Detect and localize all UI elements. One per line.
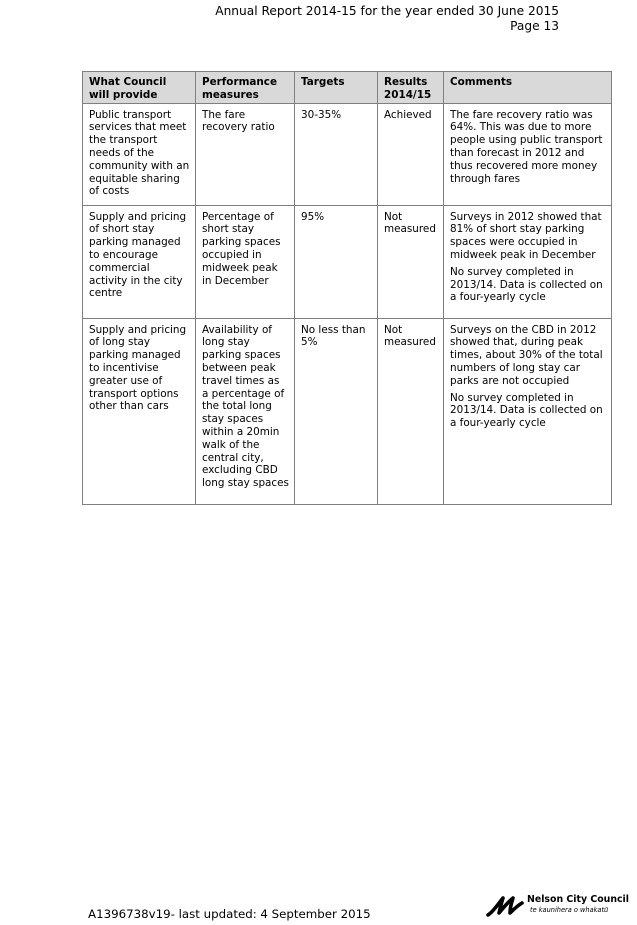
col-header-targets: Targets [295, 72, 378, 104]
logo-subtitle: te kaunihera o whakatū [530, 906, 609, 914]
report-title: Annual Report 2014-15 for the year ended 30 June 2015 [215, 4, 559, 18]
cell-measure: Availability of long stay parking spaces between peak travel times as a percentage of the total long stay spaces within a 20min walk of the central city, excluding CBD long stay spaces [196, 318, 295, 504]
comment-paragraph: The fare recovery ratio was 64%. This was due to more people using public transport than forecast in 2012 and thus recovered more money through fares [450, 108, 603, 185]
cell-result: Not measured [378, 318, 444, 504]
performance-table [82, 71, 612, 505]
cell-target: No less than 5% [295, 318, 378, 504]
cell-comments [444, 318, 612, 504]
table-row [83, 205, 612, 318]
col-header-comments: Comments [444, 72, 612, 104]
ncc-logo-mark-icon [486, 894, 526, 918]
col-header-provide: What Council will provide [83, 72, 196, 104]
page-header [215, 4, 559, 34]
cell-measure: Percentage of short stay parking spaces occupied in midweek peak in December [196, 205, 295, 318]
page-number: Page 13 [510, 19, 559, 33]
cell-comments [444, 103, 612, 205]
cell-result: Achieved [378, 103, 444, 205]
table-row [83, 103, 612, 205]
comment-paragraph: Surveys in 2012 showed that 81% of short stay parking spaces were occupied in midweek peak in December [450, 210, 602, 261]
cell-result: Not measured [378, 205, 444, 318]
council-logo [486, 894, 629, 918]
comment-paragraph: No survey completed in 2013/14. Data is collected on a four-yearly cycle [450, 265, 603, 304]
col-header-results: Results 2014/15 [378, 72, 444, 104]
document-id: A1396738v19- last updated: 4 September 2015 [88, 907, 371, 921]
cell-target: 30-35% [295, 103, 378, 205]
cell-measure: The fare recovery ratio [196, 103, 295, 205]
cell-provide: Public transport services that meet the transport needs of the community with an equitable sharing of costs [83, 103, 196, 205]
comment-paragraph: Surveys on the CBD in 2012 showed that, during peak times, about 30% of the total numbers of long stay car parks are not occupied [450, 323, 603, 387]
logo-name: Nelson City Council [527, 894, 629, 905]
col-header-measures: Performance measures [196, 72, 295, 104]
cell-provide: Supply and pricing of short stay parking managed to encourage commercial activity in the city centre [83, 205, 196, 318]
cell-provide: Supply and pricing of long stay parking managed to incentivise greater use of transport options other than cars [83, 318, 196, 504]
table-header-row [83, 72, 612, 104]
cell-target: 95% [295, 205, 378, 318]
cell-comments [444, 205, 612, 318]
comment-paragraph: No survey completed in 2013/14. Data is collected on a four-yearly cycle [450, 391, 603, 430]
table-row [83, 318, 612, 504]
